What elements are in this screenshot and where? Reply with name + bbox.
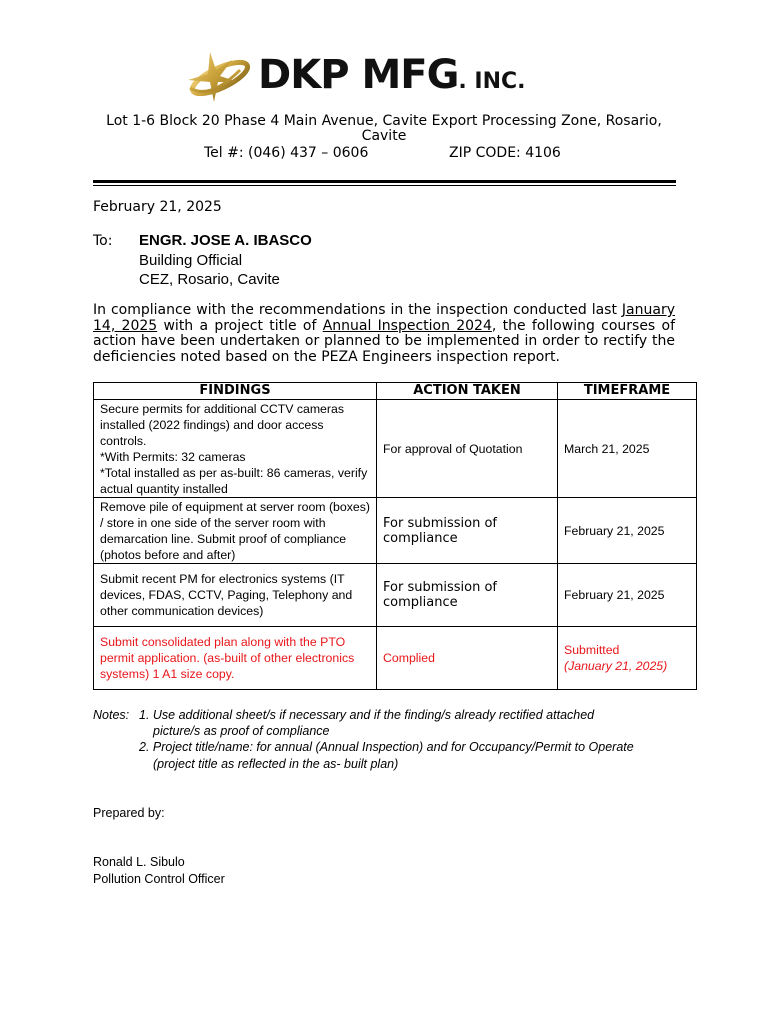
finding-text: Submit consolidated plan along with the PTO permit application. (as-built of other electronics systems) 1 A1 size copy. [100,635,355,681]
logo-main-text: DKP MFG [258,52,459,98]
zip-code: ZIP CODE: 4106 [449,145,561,161]
timeframe-cell: February 21, 2025 [558,564,697,627]
timeframe-cell: February 21, 2025 [558,498,697,564]
preparer-name: Ronald L. Sibulo [93,855,185,869]
timeframe-note: (January 21, 2025) [564,659,668,673]
telephone-number: Tel #: (046) 437 – 0606 [204,145,369,161]
header-findings: FINDINGS [94,383,377,400]
action-cell: For approval of Quotation [377,400,558,498]
table-header-row [94,383,697,400]
action-cell: Complied [377,627,558,690]
finding-text: Submit recent PM for electronics systems (IT devices, FDAS, CCTV, Paging, Telephony and other communication devices) [100,572,353,618]
table-row [94,564,697,627]
para-text-1: In compliance with the recommendations in the inspection conducted last [93,302,622,318]
finding-cell [94,498,377,564]
header-action-taken: ACTION TAKEN [377,383,558,400]
action-cell: For submission of compliance [377,498,558,564]
note-item-1-cont: picture/s as proof of compliance [153,724,330,738]
header-divider-thick [93,180,676,183]
notes-section [93,707,693,777]
action-cell: For submission of compliance [377,564,558,627]
address-line-2: Cavite [361,128,407,144]
timeframe-cell [558,627,697,690]
header-timeframe: TIMEFRAME [558,383,697,400]
note-item-1: 1. Use additional sheet/s if necessary and if the finding/s already rectified attached [139,708,595,722]
compliance-paragraph [93,303,675,365]
recipient-location: CEZ, Rosario, Cavite [139,271,280,288]
finding-cell [94,627,377,690]
table-row [94,400,697,498]
letter-date: February 21, 2025 [93,199,222,215]
project-title: Annual Inspection 2024 [322,317,492,334]
finding-text: *Total installed as per as-built: 86 cameras, verify actual quantity installed [100,465,368,496]
notes-label: Notes: [93,708,130,722]
finding-text: Remove pile of equipment at server room (boxes) / store in one side of the server room with demarcation line. Submit proof of compliance (photos before and after) [100,499,370,562]
timeframe-cell: March 21, 2025 [558,400,697,498]
recipient-title: Building Official [139,252,243,269]
star-emblem-icon [180,48,260,106]
address-line-1: Lot 1-6 Block 20 Phase 4 Main Avenue, Cavite Export Processing Zone, Rosario, [106,113,662,129]
note-item-2: 2. Project title/name: for annual (Annual Inspection) and for Occupancy/Permit to Operate [139,740,634,754]
finding-cell [94,564,377,627]
table-row [94,627,697,690]
table-row [94,498,697,564]
para-text-2: with a project title of [157,317,323,334]
inspection-date: January 14, 2025 [93,302,675,334]
prepared-by-label: Prepared by: [93,806,165,820]
to-label: To: [93,233,113,249]
header-divider-thin [93,185,676,186]
finding-text: Secure permits for additional CCTV cameras installed (2022 findings) and door access controls. [100,401,344,448]
logo-suffix-text: . INC. [458,69,526,94]
timeframe-status: Submitted [564,643,620,657]
finding-cell [94,400,377,498]
para-text-3: , the following courses of action have been undertaken or planned to be implemented in order to rectify the deficiencies noted based on the PEZA Engineers inspection report. [93,317,676,365]
recipient-name: ENGR. JOSE A. IBASCO [139,232,312,249]
logo-wordmark [258,50,526,107]
preparer-position: Pollution Control Officer [93,872,225,886]
finding-text: *With Permits: 32 cameras [100,449,246,464]
findings-table [93,382,697,690]
note-item-2-cont: (project title as reflected in the as- built plan) [153,757,399,771]
company-logo [180,48,600,106]
